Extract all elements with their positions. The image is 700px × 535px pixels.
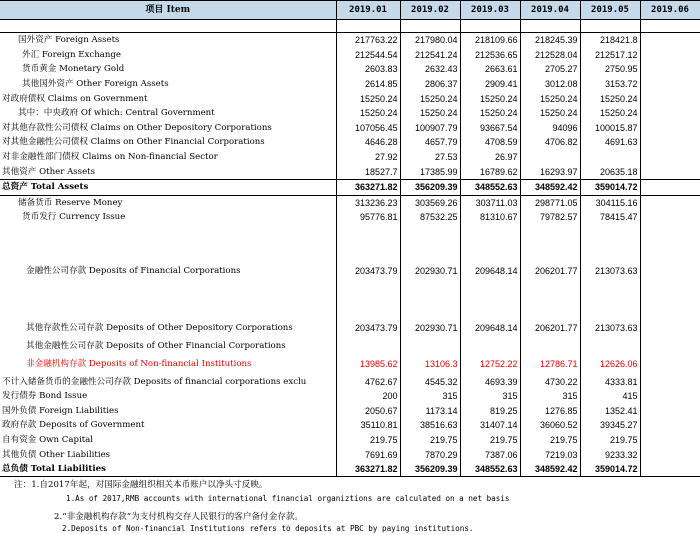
row-value <box>520 339 580 354</box>
header-col: 2019.05 <box>580 1 640 20</box>
row-label: 总负债 Total Liabilities <box>0 462 336 477</box>
row-value: 81310.67 <box>460 210 520 225</box>
row-value: 213073.63 <box>580 225 640 318</box>
row-label: 对其他金融性公司债权 Claims on Other Financial Corporations <box>0 135 336 150</box>
row-value <box>640 389 700 404</box>
row-value: 217763.22 <box>336 33 400 48</box>
row-value: 27.92 <box>336 150 400 165</box>
table-row <box>0 77 700 92</box>
table-row <box>0 91 700 106</box>
row-value: 218245.39 <box>520 33 580 48</box>
row-value: 2909.41 <box>460 77 520 92</box>
table-row <box>0 225 700 318</box>
row-label: 政府存款 Deposits of Government <box>0 418 336 433</box>
note-1-zh: 注：1.自2017年起，对国际金融组织相关本币账户以净头寸反映。 <box>14 480 268 490</box>
row-value: 4646.28 <box>336 135 400 150</box>
row-value: 219.75 <box>580 433 640 448</box>
row-value: 15250.24 <box>520 91 580 106</box>
table-row <box>0 106 700 121</box>
row-label: 对政府债权 Claims on Government <box>0 91 336 106</box>
row-value <box>640 195 700 210</box>
table-row <box>0 210 700 225</box>
row-value: 31407.14 <box>460 418 520 433</box>
row-label: 非金融机构存款 Deposits of Non-financial Institutions <box>0 353 336 374</box>
row-value: 2806.37 <box>400 77 460 92</box>
row-value: 3012.08 <box>520 77 580 92</box>
row-value: 218421.8 <box>580 33 640 48</box>
row-value: 2603.83 <box>336 62 400 77</box>
row-value <box>640 106 700 121</box>
row-value: 356209.39 <box>400 179 460 195</box>
row-value: 212541.24 <box>400 48 460 63</box>
row-value: 13985.62 <box>336 353 400 374</box>
header-col: 2019.04 <box>520 1 580 20</box>
row-label: 总资产 Total Assets <box>0 179 336 195</box>
row-value: 15250.24 <box>336 91 400 106</box>
row-label: 对其他存款性公司债权 Claims on Other Depository Corporations <box>0 121 336 136</box>
row-value: 26.97 <box>460 150 520 165</box>
note-2-zh: 2.“非金融机构存款”为支付机构交存人民银行的客户备付金存款。 <box>54 512 304 522</box>
row-label: 国外资产 Foreign Assets <box>0 33 336 48</box>
row-value <box>640 62 700 77</box>
row-value: 356209.39 <box>400 462 460 477</box>
row-value: 212536.65 <box>460 48 520 63</box>
row-value: 2614.85 <box>336 77 400 92</box>
row-value: 4730.22 <box>520 374 580 389</box>
row-label: 其他金融性公司存款 Deposits of Other Financial Corporations <box>0 339 336 354</box>
row-value: 1276.85 <box>520 404 580 419</box>
row-value: 7219.03 <box>520 447 580 462</box>
row-value: 79782.57 <box>520 210 580 225</box>
row-value <box>640 210 700 225</box>
row-label: 对非金融性部门债权 Claims on Non-financial Sector <box>0 150 336 165</box>
row-value: 348552.63 <box>460 462 520 477</box>
row-label: 不计入储备货币的金融性公司存款 Deposits of financial corporations exclu <box>0 374 336 389</box>
table-row <box>0 179 700 195</box>
row-value: 7691.69 <box>336 447 400 462</box>
row-value: 202930.71 <box>400 225 460 318</box>
row-label: 储备货币 Reserve Money <box>0 195 336 210</box>
row-value <box>640 164 700 179</box>
row-value: 359014.72 <box>580 462 640 477</box>
row-value <box>640 225 700 318</box>
row-value: 202930.71 <box>400 318 460 339</box>
row-value <box>640 418 700 433</box>
row-value <box>640 318 700 339</box>
table-row <box>0 389 700 404</box>
row-value <box>580 339 640 354</box>
table-row <box>0 418 700 433</box>
row-value: 4545.32 <box>400 374 460 389</box>
row-label: 发行债券 Bond Issue <box>0 389 336 404</box>
row-value: 363271.82 <box>336 462 400 477</box>
row-value: 819.25 <box>460 404 520 419</box>
row-value: 4691.63 <box>580 135 640 150</box>
row-label: 外汇 Foreign Exchange <box>0 48 336 63</box>
header-item: 项目 Item <box>0 1 336 20</box>
header-col: 2019.01 <box>336 1 400 20</box>
table-row <box>0 121 700 136</box>
notes <box>0 475 700 535</box>
row-value: 348552.63 <box>460 179 520 195</box>
row-value: 363271.82 <box>336 179 400 195</box>
row-label: 金融性公司存款 Deposits of Financial Corporations <box>0 225 336 318</box>
row-value <box>336 339 400 354</box>
row-value: 4657.79 <box>400 135 460 150</box>
row-value: 315 <box>400 389 460 404</box>
row-value <box>400 339 460 354</box>
header-row <box>0 1 700 20</box>
row-value: 359014.72 <box>580 179 640 195</box>
row-label: 其中：中央政府 Of which: Central Government <box>0 106 336 121</box>
row-value: 415 <box>580 389 640 404</box>
row-label: 自有资金 Own Capital <box>0 433 336 448</box>
row-label: 其他存款性公司存款 Deposits of Other Depository Corporations <box>0 318 336 339</box>
row-value: 39345.27 <box>580 418 640 433</box>
row-value: 209648.14 <box>460 225 520 318</box>
row-value: 107056.45 <box>336 121 400 136</box>
row-value: 212517.12 <box>580 48 640 63</box>
row-value: 7870.29 <box>400 447 460 462</box>
row-value <box>640 91 700 106</box>
row-value: 2750.95 <box>580 62 640 77</box>
row-label: 货币发行 Currency Issue <box>0 210 336 225</box>
row-value <box>460 339 520 354</box>
row-value: 15250.24 <box>580 91 640 106</box>
row-value <box>640 179 700 195</box>
table-row <box>0 447 700 462</box>
table-row <box>0 353 700 374</box>
row-value: 16293.97 <box>520 164 580 179</box>
row-value: 35110.81 <box>336 418 400 433</box>
row-value: 203473.79 <box>336 318 400 339</box>
row-value: 15250.24 <box>460 91 520 106</box>
row-value: 15250.24 <box>460 106 520 121</box>
table-row <box>0 339 700 354</box>
row-value: 298771.05 <box>520 195 580 210</box>
row-value: 12626.06 <box>580 353 640 374</box>
row-value: 4708.59 <box>460 135 520 150</box>
row-value: 4693.39 <box>460 374 520 389</box>
row-value: 100907.79 <box>400 121 460 136</box>
row-value <box>640 447 700 462</box>
row-value: 1352.41 <box>580 404 640 419</box>
row-value: 219.75 <box>460 433 520 448</box>
row-value: 13106.3 <box>400 353 460 374</box>
row-value <box>640 150 700 165</box>
row-value: 304115.16 <box>580 195 640 210</box>
row-value: 212528.04 <box>520 48 580 63</box>
row-value: 219.75 <box>336 433 400 448</box>
row-value: 7387.06 <box>460 447 520 462</box>
row-value: 27.53 <box>400 150 460 165</box>
row-value: 348592.42 <box>520 179 580 195</box>
row-value: 20635.18 <box>580 164 640 179</box>
row-value <box>640 135 700 150</box>
row-value: 219.75 <box>520 433 580 448</box>
row-value: 87532.25 <box>400 210 460 225</box>
row-value <box>640 353 700 374</box>
row-value <box>640 48 700 63</box>
row-label: 其他资产 Other Assets <box>0 164 336 179</box>
row-value: 2663.61 <box>460 62 520 77</box>
row-value: 78415.47 <box>580 210 640 225</box>
row-value: 17385.99 <box>400 164 460 179</box>
row-value <box>520 150 580 165</box>
header-col: 2019.03 <box>460 1 520 20</box>
table-row <box>0 433 700 448</box>
row-value <box>640 404 700 419</box>
row-value: 94096 <box>520 121 580 136</box>
note-1-en: 1.As of 2017,RMB accounts with international financial organiztions are calculated on a net basis <box>66 494 510 503</box>
row-value: 206201.77 <box>520 318 580 339</box>
row-value: 36060.52 <box>520 418 580 433</box>
row-value: 15250.24 <box>336 106 400 121</box>
header-col: 2019.06 <box>640 1 700 20</box>
table-row <box>0 48 700 63</box>
row-value: 209648.14 <box>460 318 520 339</box>
row-value: 4333.81 <box>580 374 640 389</box>
row-value: 200 <box>336 389 400 404</box>
row-value: 2705.27 <box>520 62 580 77</box>
row-label: 货币黄金 Monetary Gold <box>0 62 336 77</box>
row-value: 315 <box>460 389 520 404</box>
row-value: 4706.82 <box>520 135 580 150</box>
table-row <box>0 374 700 389</box>
table-row <box>0 318 700 339</box>
row-value: 217980.04 <box>400 33 460 48</box>
row-value: 206201.77 <box>520 225 580 318</box>
row-value: 315 <box>520 389 580 404</box>
row-value <box>640 374 700 389</box>
row-value: 4762.67 <box>336 374 400 389</box>
table-row <box>0 150 700 165</box>
row-value: 313236.23 <box>336 195 400 210</box>
row-value: 212544.54 <box>336 48 400 63</box>
row-value <box>640 121 700 136</box>
table-row <box>0 33 700 48</box>
row-value: 38516.63 <box>400 418 460 433</box>
note-2-en: 2.Deposits of Non-financial Institutions refers to deposits at PBC by paying institutions. <box>62 524 474 533</box>
row-value: 15250.24 <box>400 91 460 106</box>
row-value: 3153.72 <box>580 77 640 92</box>
row-label: 国外负债 Foreign Liabilities <box>0 404 336 419</box>
table-row <box>0 62 700 77</box>
table-body <box>0 33 700 477</box>
row-value: 9233.32 <box>580 447 640 462</box>
row-value: 218109.66 <box>460 33 520 48</box>
row-value: 18527.7 <box>336 164 400 179</box>
row-value: 100015.87 <box>580 121 640 136</box>
row-value <box>580 150 640 165</box>
row-value: 1173.14 <box>400 404 460 419</box>
row-value: 93667.54 <box>460 121 520 136</box>
row-value: 348592.42 <box>520 462 580 477</box>
table-row <box>0 135 700 150</box>
row-value: 303711.03 <box>460 195 520 210</box>
row-value <box>640 77 700 92</box>
header-col: 2019.02 <box>400 1 460 20</box>
row-value <box>640 339 700 354</box>
row-value: 15250.24 <box>580 106 640 121</box>
row-label: 其他负债 Other Liabilities <box>0 447 336 462</box>
row-value: 12786.71 <box>520 353 580 374</box>
row-value: 219.75 <box>400 433 460 448</box>
row-value <box>640 433 700 448</box>
table-row <box>0 164 700 179</box>
row-value: 16789.62 <box>460 164 520 179</box>
row-value: 203473.79 <box>336 225 400 318</box>
row-value <box>640 33 700 48</box>
spacer-row <box>0 20 700 33</box>
row-value: 15250.24 <box>400 106 460 121</box>
row-value: 2632.43 <box>400 62 460 77</box>
table-row <box>0 404 700 419</box>
table-row <box>0 195 700 210</box>
row-value: 303569.26 <box>400 195 460 210</box>
row-value: 12752.22 <box>460 353 520 374</box>
row-value: 15250.24 <box>520 106 580 121</box>
row-label: 其他国外资产 Other Foreign Assets <box>0 77 336 92</box>
row-value: 2050.67 <box>336 404 400 419</box>
row-value: 213073.63 <box>580 318 640 339</box>
row-value: 95776.81 <box>336 210 400 225</box>
